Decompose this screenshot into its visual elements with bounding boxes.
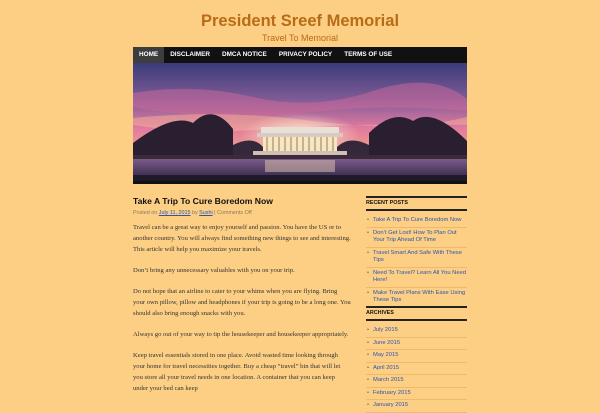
recent-posts-title: RECENT POSTS [366,196,467,211]
by-label: by [191,210,198,216]
bullet-icon: • [367,352,370,358]
bullet-icon: • [367,339,370,346]
recent-post-label: Don’t Get Lost! How To Plan Out Your Trip Ahead Of Time [373,229,457,243]
nav-item-home[interactable]: HOME [133,47,164,63]
bullet-icon: • [367,327,370,333]
archive-link[interactable] [366,388,467,401]
archive-link[interactable] [366,325,467,338]
meta-separator: | [214,210,216,216]
post-meta [133,210,252,216]
archive-label: June 2015 [373,339,401,346]
bullet-icon: • [367,249,370,256]
main-navigation [133,47,467,63]
post-content [133,222,351,404]
post-paragraph: Don’t bring any unnecessary valuables with you on your trip. [133,267,295,274]
memorial-sunset-image [133,63,467,181]
archive-label: July 2015 [373,327,398,333]
post-author-link[interactable]: Sushi [199,210,213,216]
post-title[interactable]: Take A Trip To Cure Boredom Now [133,196,273,206]
recent-post-link[interactable] [366,228,467,248]
recent-post-label: Travel Smart And Safe With These Tips [373,249,462,263]
bullet-icon: • [367,229,370,236]
archive-link[interactable] [366,363,467,376]
archives-title: ARCHIVES [366,306,467,321]
comments-status: Comments Off [217,210,252,216]
site-title[interactable]: President Sreef Memorial [200,12,400,30]
recent-post-link[interactable] [366,248,467,268]
post-paragraph: Keep travel essentials stored in one place. Avoid wasted time looking through your home for travel necessities together. Buy a cheap “travel” bin that will let you store all your travel needs in one location. A container that you can keep under your bed can keep [133,352,341,392]
recent-post-link[interactable] [366,288,467,308]
bullet-icon: • [367,389,370,396]
archive-label: January 2015 [373,402,409,408]
bullet-icon: • [367,402,370,408]
posted-on-label: Posted on [133,210,158,216]
bullet-icon: • [367,269,370,276]
archive-link[interactable] [366,400,467,413]
recent-post-label: Take A Trip To Cure Boredom Now [373,217,462,223]
archive-label: February 2015 [373,389,411,396]
bullet-icon: • [367,377,370,383]
site-description: Travel To Memorial [261,33,339,43]
post-date-link[interactable]: July 11, 2015 [158,210,191,216]
post-paragraph: Always go out of your way to tip the housekeeper and housekeeper appropriately. [133,331,349,338]
post-paragraph: Travel can be a great way to enjoy yourself and passion. You have the US or to another country. You will always find something new things to see and interesting. This article will help you maximize your travels. [133,224,351,253]
bullet-icon: • [367,217,370,223]
recent-post-label: Make Travel Plans With Ease Using These Tips [373,289,466,303]
nav-item-disclaimer[interactable]: DISCLAIMER [170,51,210,58]
bullet-icon: • [367,289,370,296]
recent-post-label: Need To Travel? Learn All You Need Here! [373,269,467,283]
nav-item-terms-of-use[interactable]: TERMS OF USE [344,51,393,58]
post-paragraph: Do not hope that an airline to cater to your whims when you are flying. Bring your own pillow, pillow and headphones if your trip is going to be a long one. You should also bring enough snacks with you. [133,288,351,317]
archive-label: April 2015 [373,364,400,371]
archive-link[interactable] [366,338,467,351]
nav-item-privacy-policy[interactable]: PRIVACY POLICY [278,51,333,58]
header-image [133,63,467,181]
archive-label: May 2015 [373,352,399,358]
nav-item-dmca-notice[interactable]: DMCA NOTICE [221,51,267,58]
archives-widget [366,306,467,413]
recent-post-link[interactable] [366,215,467,228]
archive-link[interactable] [366,375,467,388]
archive-label: March 2015 [373,377,404,383]
bullet-icon: • [367,364,370,371]
archive-link[interactable] [366,350,467,363]
header-divider [133,181,467,184]
recent-post-link[interactable] [366,268,467,288]
recent-posts-widget [366,196,467,308]
